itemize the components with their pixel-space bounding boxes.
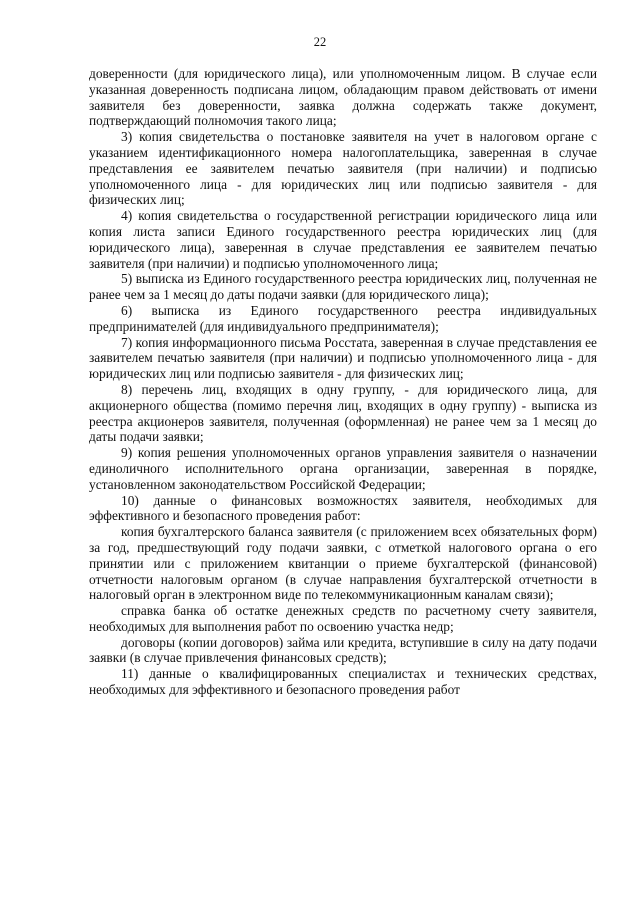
- paragraph: 3) копия свидетельства о постановке заявителя на учет в налоговом органе с указанием идентификационного номера налогоплательщика, заверенная в случае представления ее заявителем печатью заявителя (при наличии) и подписью уполномоченного лица - для юридических лиц или подписью заявителя - для физических лиц;: [89, 129, 597, 208]
- paragraph: 6) выписка из Единого государственного реестра индивидуальных предпринимателей (для индивидуального предпринимателя);: [89, 302, 597, 334]
- paragraph: договоры (копии договоров) займа или кредита, вступившие в силу на дату подачи заявки (в случае привлечения финансовых средств);: [89, 634, 597, 666]
- paragraph: 10) данные о финансовых возможностях заявителя, необходимых для эффективного и безопасного проведения работ:: [89, 492, 597, 524]
- paragraph: 7) копия информационного письма Росстата, заверенная в случае представления ее заявителем печатью заявителя (при наличии) и подписью уполномоченного лица - для юридических лиц или подписью заявителя - для физических лиц;: [89, 334, 597, 382]
- paragraph: 8) перечень лиц, входящих в одну группу, - для юридического лица, для акционерного общества (помимо перечня лиц, входящих в одну группу) - выписка из реестра акционеров заявителя, полученная (оформленная) не ранее чем за 1 месяц до даты подачи заявки;: [89, 381, 597, 445]
- document-body: [89, 66, 597, 698]
- paragraph: справка банка об остатке денежных средств по расчетному счету заявителя, необходимых для выполнения работ по освоению участка недр;: [89, 603, 597, 634]
- paragraph: 11) данные о квалифицированных специалистах и технических средствах, необходимых для эффективного и безопасного проведения работ: [89, 666, 597, 698]
- paragraph: 9) копия решения уполномоченных органов управления заявителя о назначении единоличного исполнительного органа организации, заверенная в порядке, установленном законодательством Российской Федерации;: [89, 445, 597, 492]
- page-number: 22: [313, 35, 327, 49]
- paragraph: доверенности (для юридического лица), или уполномоченным лицом. В случае если указанная доверенность подписана лицом, обладающим правом действовать от имени заявителя без доверенности, заявка должна содержать также документ, подтверждающий полномочия такого лица;: [89, 66, 597, 129]
- paragraph: 4) копия свидетельства о государственной регистрации юридического лица или копия листа записи Единого государственного реестра юридических лиц (для юридического лица), заверенная в случае представления ее заявителем печатью заявителя (при наличии) и подписью уполномоченного лица;: [89, 208, 597, 271]
- paragraph: копия бухгалтерского баланса заявителя (с приложением всех обязательных форм) за год, предшествующий году подачи заявки, с отметкой налогового органа о его принятии или с приложением квитанции о приеме бухгалтерской (финансовой) отчетности налоговым органом (в случае направления бухгалтерской отчетности в налоговый орган в электронном виде по телекоммуникационным каналам связи);: [89, 524, 597, 603]
- paragraph: 5) выписка из Единого государственного реестра юридических лиц, полученная не ранее чем за 1 месяц до даты подачи заявки (для юридического лица);: [89, 271, 597, 303]
